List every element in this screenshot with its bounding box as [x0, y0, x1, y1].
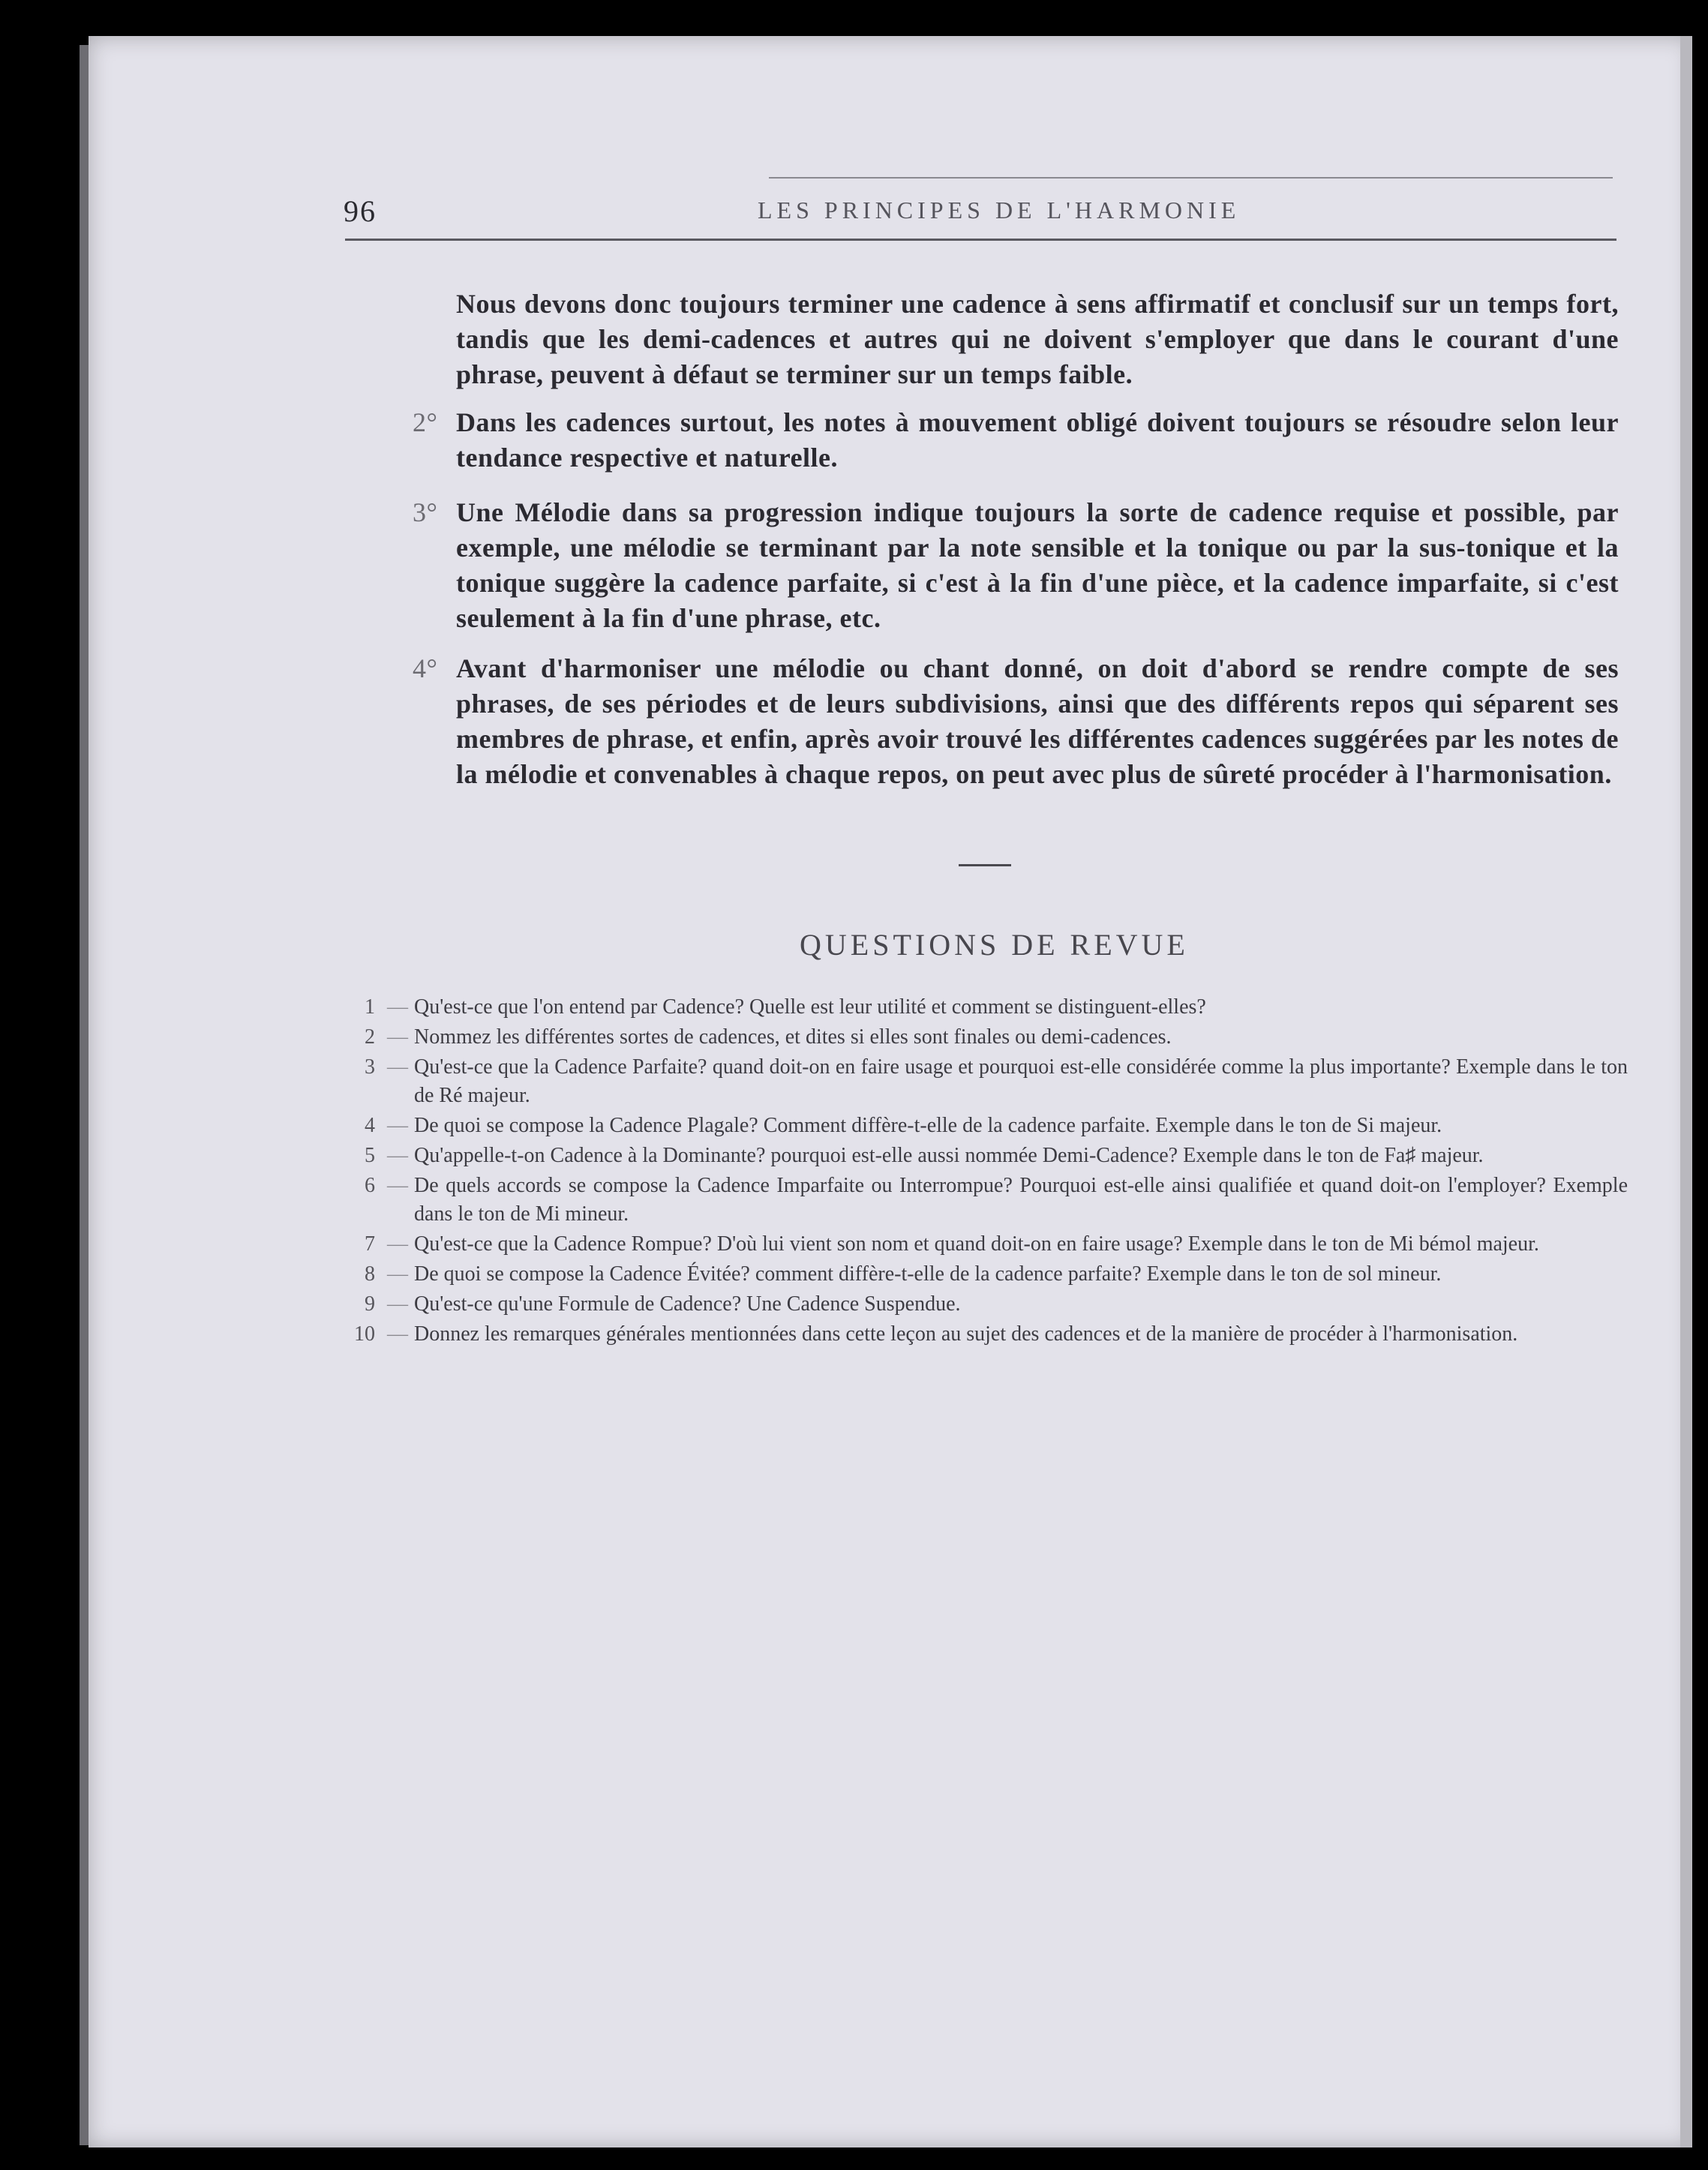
question-dash: — — [387, 1025, 408, 1049]
paragraph-2-text: Dans les cadences surtout, les notes à mouvement obligé doivent toujours se résoudre selon leur tendance respective et naturelle. — [456, 407, 1619, 473]
question-text: Qu'appelle-t-on Cadence à la Dominante? pourquoi est-elle aussi nommée Demi-Cadence? Exemple dans le ton de Fa♯ majeur. — [414, 1144, 1484, 1167]
scan-right-edge — [1680, 36, 1692, 2147]
question-number: 10 — [354, 1322, 375, 1346]
header-rule-top — [769, 177, 1613, 179]
question-text: De quoi se compose la Cadence Évitée? comment diffère-t-elle de la cadence parfaite? Exemple dans le ton de sol mineur. — [414, 1262, 1442, 1286]
question-dash: — — [387, 1055, 408, 1079]
review-question — [353, 1230, 1628, 1259]
question-number: 1 — [365, 995, 375, 1019]
question-number: 3 — [365, 1055, 375, 1079]
question-number: 7 — [365, 1232, 375, 1256]
paragraph-3 — [413, 495, 1619, 636]
paragraph-4-text: Avant d'harmoniser une mélodie ou chant donné, on doit d'abord se rendre compte de ses phrases, de ses périodes et de leurs subdivisions, ainsi que des différents repos qui séparent ses membres de phrase, et enfin, après avoir trouvé les différentes cadences suggérées par les notes de la mélodie et convenables à chaque repos, on peut avec plus de sûreté procéder à l'harmonisation. — [456, 653, 1619, 789]
review-question — [353, 993, 1628, 1022]
running-head: LES PRINCIPES DE L'HARMONIE — [758, 197, 1241, 224]
question-number: 6 — [365, 1174, 375, 1197]
paragraph-3-number: 3° — [413, 497, 438, 527]
question-number: 2 — [365, 1025, 375, 1049]
paragraph-2-number: 2° — [413, 407, 438, 437]
question-number: 8 — [365, 1262, 375, 1286]
question-text: Qu'est-ce que l'on entend par Cadence? Quelle est leur utilité et comment se distinguent-elles? — [414, 995, 1206, 1019]
question-dash: — — [387, 1144, 408, 1167]
question-text: De quels accords se compose la Cadence Imparfaite ou Interrompue? Pourquoi est-elle ainsi qualifiée et quand doit-on l'employer? Exemple dans le ton de Mi mineur. — [414, 1174, 1628, 1226]
question-dash: — — [387, 1232, 408, 1256]
review-question — [353, 1112, 1628, 1140]
paragraph-4 — [413, 651, 1619, 792]
review-question — [353, 1053, 1628, 1110]
review-question — [353, 1142, 1628, 1170]
section-separator — [959, 864, 1011, 866]
review-question — [353, 1023, 1628, 1052]
paragraph-1-text: Nous devons donc toujours terminer une cadence à sens affirmatif et conclusif sur un temps fort, tandis que les demi-cadences et autres qui ne doivent s'employer que dans le courant d'une phrase, peuvent à défaut se terminer sur un temps faible. — [456, 289, 1619, 389]
review-question — [353, 1320, 1628, 1349]
question-text: Qu'est-ce que la Cadence Parfaite? quand doit-on en faire usage et pourquoi est-elle considérée comme la plus importante? Exemple dans le ton de Ré majeur. — [414, 1055, 1628, 1107]
question-dash: — — [387, 1114, 408, 1137]
page-number: 96 — [344, 194, 377, 228]
question-text: Qu'est-ce qu'une Formule de Cadence? Une Cadence Suspendue. — [414, 1292, 961, 1316]
question-number: 9 — [365, 1292, 375, 1316]
question-text: Qu'est-ce que la Cadence Rompue? D'où lui vient son nom et quand doit-on en faire usage? Exemple dans le ton de Mi bémol majeur. — [414, 1232, 1539, 1256]
question-dash: — — [387, 1322, 408, 1346]
question-dash: — — [387, 995, 408, 1019]
header-rule-bottom — [345, 239, 1616, 241]
paragraph-4-number: 4° — [413, 653, 438, 683]
question-dash: — — [387, 1174, 408, 1197]
review-title: QUESTIONS DE REVUE — [800, 928, 1189, 962]
review-question — [353, 1172, 1628, 1229]
paragraph-2 — [413, 405, 1619, 476]
question-text: Nommez les différentes sortes de cadences, et dites si elles sont finales ou demi-cadences. — [414, 1025, 1172, 1049]
question-text: De quoi se compose la Cadence Plagale? Comment diffère-t-elle de la cadence parfaite. Exemple dans le ton de Si majeur. — [414, 1114, 1442, 1137]
paragraph-1 — [456, 287, 1619, 392]
question-text: Donnez les remarques générales mentionnées dans cette leçon au sujet des cadences et de la manière de procéder à l'harmonisation. — [414, 1322, 1518, 1346]
paragraph-3-text: Une Mélodie dans sa progression indique toujours la sorte de cadence requise et possible, par exemple, une mélodie se terminant par la note sensible et la tonique ou par la sus-tonique et la tonique suggère la cadence parfaite, si c'est à la fin d'une pièce, et la cadence imparfaite, si c'est seulement à la fin d'une phrase, etc. — [456, 497, 1619, 633]
review-question — [353, 1290, 1628, 1319]
review-question — [353, 1260, 1628, 1289]
question-number: 4 — [365, 1114, 375, 1137]
question-dash: — — [387, 1292, 408, 1316]
question-number: 5 — [365, 1144, 375, 1167]
question-dash: — — [387, 1262, 408, 1286]
review-question-list — [353, 993, 1628, 1350]
